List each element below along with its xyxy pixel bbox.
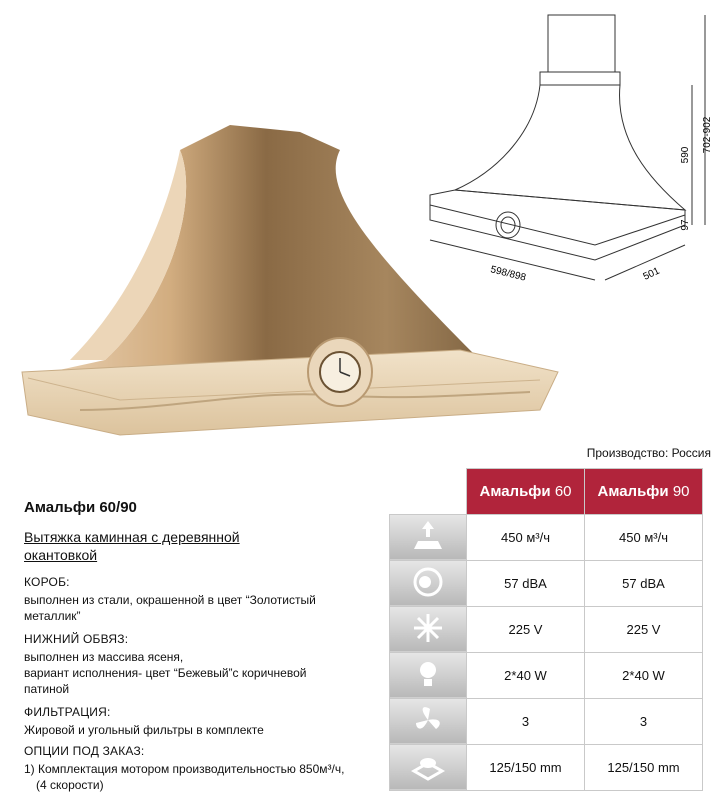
section-heading: ОПЦИИ ПОД ЗАКАЗ: xyxy=(24,744,145,758)
column-header-90: Амальфи 90 xyxy=(585,469,703,515)
section-box xyxy=(24,575,364,624)
duct-diameter-icon xyxy=(390,744,467,790)
table-row: 57 dBA 57 dBA xyxy=(390,560,703,606)
section-line: вариант исполнения- цвет “Бежевый”с коричневой xyxy=(24,666,307,680)
lamp-icon xyxy=(390,652,467,698)
section-options xyxy=(24,744,376,793)
section-line: металлик” xyxy=(24,609,81,623)
power-icon xyxy=(390,606,467,652)
fan-speed-icon xyxy=(390,698,467,744)
section-filtration xyxy=(24,705,364,738)
section-line: 1) Комплектация мотором производительностью 850м³/ч, xyxy=(24,762,345,776)
noise-icon xyxy=(390,560,467,606)
table-row: 2*40 W 2*40 W xyxy=(390,652,703,698)
dim-height-base: 97 xyxy=(680,219,691,231)
table-row: 3 3 xyxy=(390,698,703,744)
production-country: Производство: Россия xyxy=(586,446,711,460)
section-line: (4 скорости) xyxy=(36,778,104,792)
product-subtitle: Вытяжка каминная с деревянной окантовкой xyxy=(24,529,240,563)
section-frame xyxy=(24,632,364,697)
section-heading: НИЖНИЙ ОБВЯЗ: xyxy=(24,632,129,646)
section-line: Жировой и угольный фильтры в комплекте xyxy=(24,723,264,737)
airflow-icon xyxy=(390,514,467,560)
section-heading: КОРОБ: xyxy=(24,575,70,589)
dim-depth: 501 xyxy=(641,265,662,283)
table-row: 450 м³/ч 450 м³/ч xyxy=(390,514,703,560)
section-line: патиной xyxy=(24,682,70,696)
column-header-60: Амальфи 60 xyxy=(467,469,585,515)
product-title: Амальфи 60/90 xyxy=(24,499,137,516)
dim-width: 598/898 xyxy=(489,264,528,284)
technical-drawing xyxy=(420,10,720,300)
section-heading: ФИЛЬТРАЦИЯ: xyxy=(24,705,111,719)
table-row: 225 V 225 V xyxy=(390,606,703,652)
spec-table xyxy=(389,468,703,791)
dim-height-body: 590 xyxy=(680,146,691,164)
section-line: выполнен из массива ясеня, xyxy=(24,650,184,664)
table-row: 125/150 mm 125/150 mm xyxy=(390,744,703,790)
dim-height-total: 702-902 xyxy=(702,116,713,154)
section-line: выполнен из стали, окрашенной в цвет “Золотистый xyxy=(24,593,316,607)
